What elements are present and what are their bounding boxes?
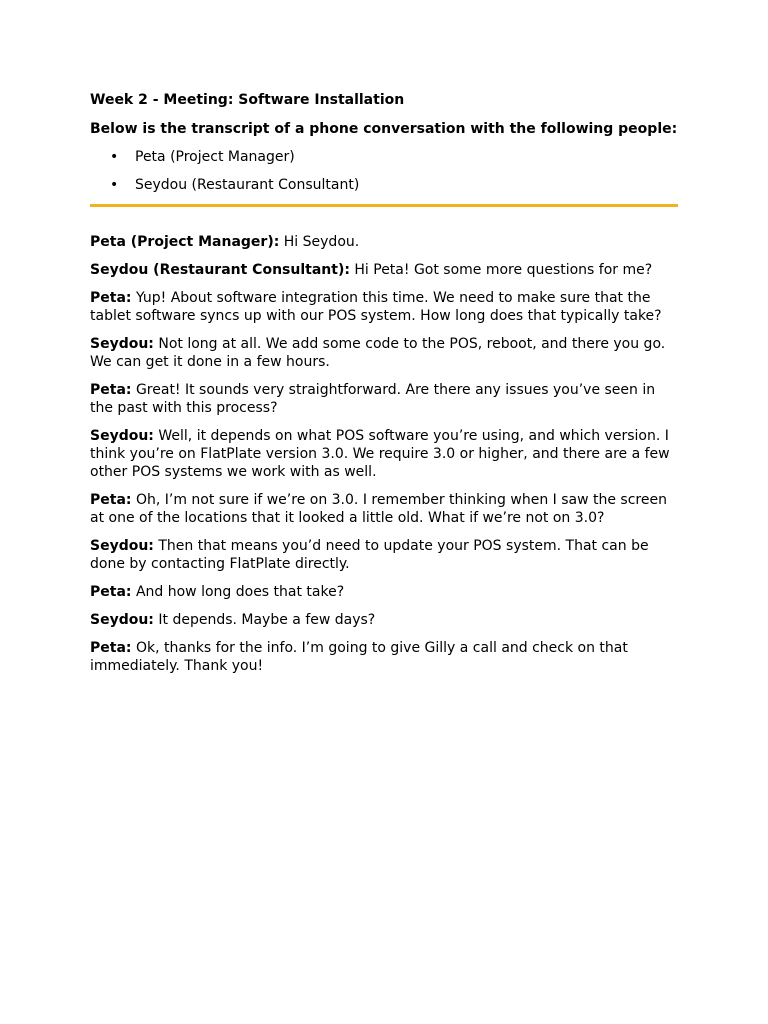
speech-text: Hi Seydou. <box>279 234 360 250</box>
speech-text: Not long at all. We add some code to the POS, reboot, and there you go. We can get it done in a few hours. <box>90 336 666 370</box>
speech-text: Hi Peta! Got some more questions for me? <box>349 262 653 278</box>
participants-list <box>90 148 678 194</box>
bullet-icon: • <box>110 149 119 165</box>
transcript-line <box>90 427 678 481</box>
speaker-label: Peta: <box>90 492 132 508</box>
speaker-label: Peta: <box>90 382 132 398</box>
transcript-line <box>90 261 678 279</box>
speech-text: Great! It sounds very straightforward. Are there any issues you’ve seen in the past with this process? <box>90 382 656 416</box>
speaker-label: Peta: <box>90 640 132 656</box>
participant-name: Seydou (Restaurant Consultant) <box>135 177 360 193</box>
transcript-line <box>90 491 678 527</box>
transcript-line <box>90 537 678 573</box>
speaker-label: Peta: <box>90 584 132 600</box>
section-divider <box>90 204 678 207</box>
speaker-label: Seydou (Restaurant Consultant): <box>90 262 350 278</box>
speech-text: Oh, I’m not sure if we’re on 3.0. I remember thinking when I saw the screen at one of the locations that it looked a little old. What if we’re not on 3.0? <box>90 492 667 526</box>
transcript-line <box>90 289 678 325</box>
speech-text: Ok, thanks for the info. I’m going to give Gilly a call and check on that immediately. Thank you! <box>90 640 628 674</box>
speaker-label: Peta (Project Manager): <box>90 234 280 250</box>
document-title: Week 2 - Meeting: Software Installation <box>90 92 405 108</box>
speaker-label: Seydou: <box>90 428 154 444</box>
participant-name: Peta (Project Manager) <box>135 149 295 165</box>
transcript-line <box>90 335 678 371</box>
document-intro: Below is the transcript of a phone conversation with the following people: <box>90 121 678 137</box>
speech-text: Yup! About software integration this time. We need to make sure that the tablet software syncs up with our POS system. How long does that typically take? <box>90 290 662 324</box>
participant-item <box>90 148 678 166</box>
bullet-icon: • <box>110 177 119 193</box>
transcript-line <box>90 639 678 675</box>
transcript <box>90 233 678 675</box>
document-content <box>90 91 678 685</box>
transcript-line <box>90 381 678 417</box>
transcript-line <box>90 611 678 629</box>
speech-text: And how long does that take? <box>131 584 345 600</box>
speaker-label: Seydou: <box>90 538 154 554</box>
speech-text: Then that means you’d need to update your POS system. That can be done by contacting FlatPlate directly. <box>90 538 649 572</box>
speaker-label: Peta: <box>90 290 132 306</box>
participant-item <box>90 176 678 194</box>
transcript-line <box>90 583 678 601</box>
speaker-label: Seydou: <box>90 612 154 628</box>
speech-text: It depends. Maybe a few days? <box>153 612 376 628</box>
speaker-label: Seydou: <box>90 336 154 352</box>
speech-text: Well, it depends on what POS software you’re using, and which version. I think you’re on FlatPlate version 3.0. We require 3.0 or higher, and there are a few other POS systems we work with as well. <box>90 428 670 480</box>
transcript-line <box>90 233 678 251</box>
